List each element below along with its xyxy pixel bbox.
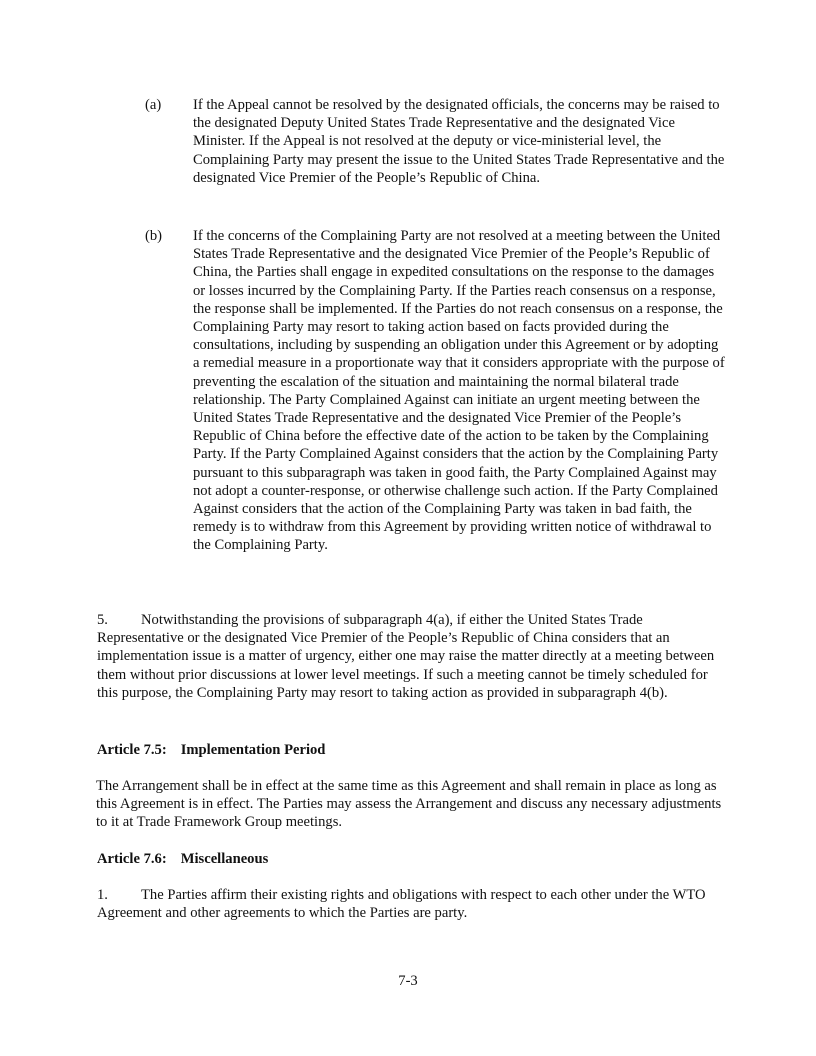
article-7-6-paragraph-1-number: 1. [97,887,108,903]
subparagraph-a-text: If the Appeal cannot be resolved by the designated officials, the concerns may be raised to the designated Deputy United States Trade Representative and the designated Vice Minister. If the Appeal is not resolved at the deputy or vice-ministerial level, the Complaining Party may present the issue to the United States Trade Representative and the designated Vice Premier of the People’s Republic of China. [193,97,725,186]
article-7-6-title: Miscellaneous [180,851,269,867]
article-7-6-paragraph-1 [97,886,727,922]
article-7-6-paragraph-1-text: The Parties affirm their existing rights and obligations with respect to each other under the WTO Agreement and other agreements to which the Parties are party. [97,887,706,922]
paragraph-5 [97,611,727,702]
page-number: 7-3 [398,973,418,989]
paragraph-5-text: Notwithstanding the provisions of subparagraph 4(a), if either the United States Trade Representative or the designated Vice Premier of the People’s Republic of China considers that an implementation issue is a matter of urgency, either one may raise the matter directly at a meeting between them without prior discussions at lower level meetings. If such a meeting cannot be timely scheduled for this purpose, the Complaining Party may resort to taking action as provided in subparagraph 4(b). [97,612,715,701]
subparagraph-b-label: (b) [145,228,163,244]
article-7-5-number: Article 7.5: [97,742,167,758]
article-7-5-text: The Arrangement shall be in effect at the same time as this Agreement and shall remain in place as long as this Agreement is in effect. The Parties may assess the Arrangement and discuss any necessary adjustments to it at Trade Framework Group meetings. [96,778,722,831]
subparagraph-b [145,227,745,555]
paragraph-5-number: 5. [97,612,108,628]
subparagraph-b-text: If the concerns of the Complaining Party are not resolved at a meeting between the United States Trade Representative and the designated Vice Premier of the People’s Republic of China, the Parties shall engage in expedited consultations on the response to the damages or losses incurred by the Complaining Party. If the Parties reach consensus on a response, the response shall be implemented. If the Parties do not reach consensus on a response, the Complaining Party may resort to taking action based on facts provided during the consultations, including by suspending an obligation under this Agreement or by adopting a remedial measure in a proportionate way that it considers appropriate with the purpose of preventing the escalation of the situation and maintaining the normal bilateral trade relationship. The Party Complained Against can initiate an urgent meeting between the United States Trade Representative and the designated Vice Premier of the People’s Republic of China before the effective date of the action to be taken by the Complaining Party. If the Party Complained Against considers that the action by the Complaining Party pursuant to this subparagraph was taken in good faith, the Party Complained Against may not adopt a counter-response, or otherwise challenge such action. If the Party Complained Against considers that the action of the Complaining Party was taken in bad faith, the remedy is to withdraw from this Agreement by providing written notice of withdrawal to the Complaining Party. [193,228,725,554]
article-7-5-title: Implementation Period [180,742,326,758]
subparagraph-a-label: (a) [145,97,162,113]
article-7-6-number: Article 7.6: [97,851,167,867]
article-7-6-heading [97,850,268,868]
article-7-5-heading [97,741,325,759]
subparagraph-a [145,96,745,187]
